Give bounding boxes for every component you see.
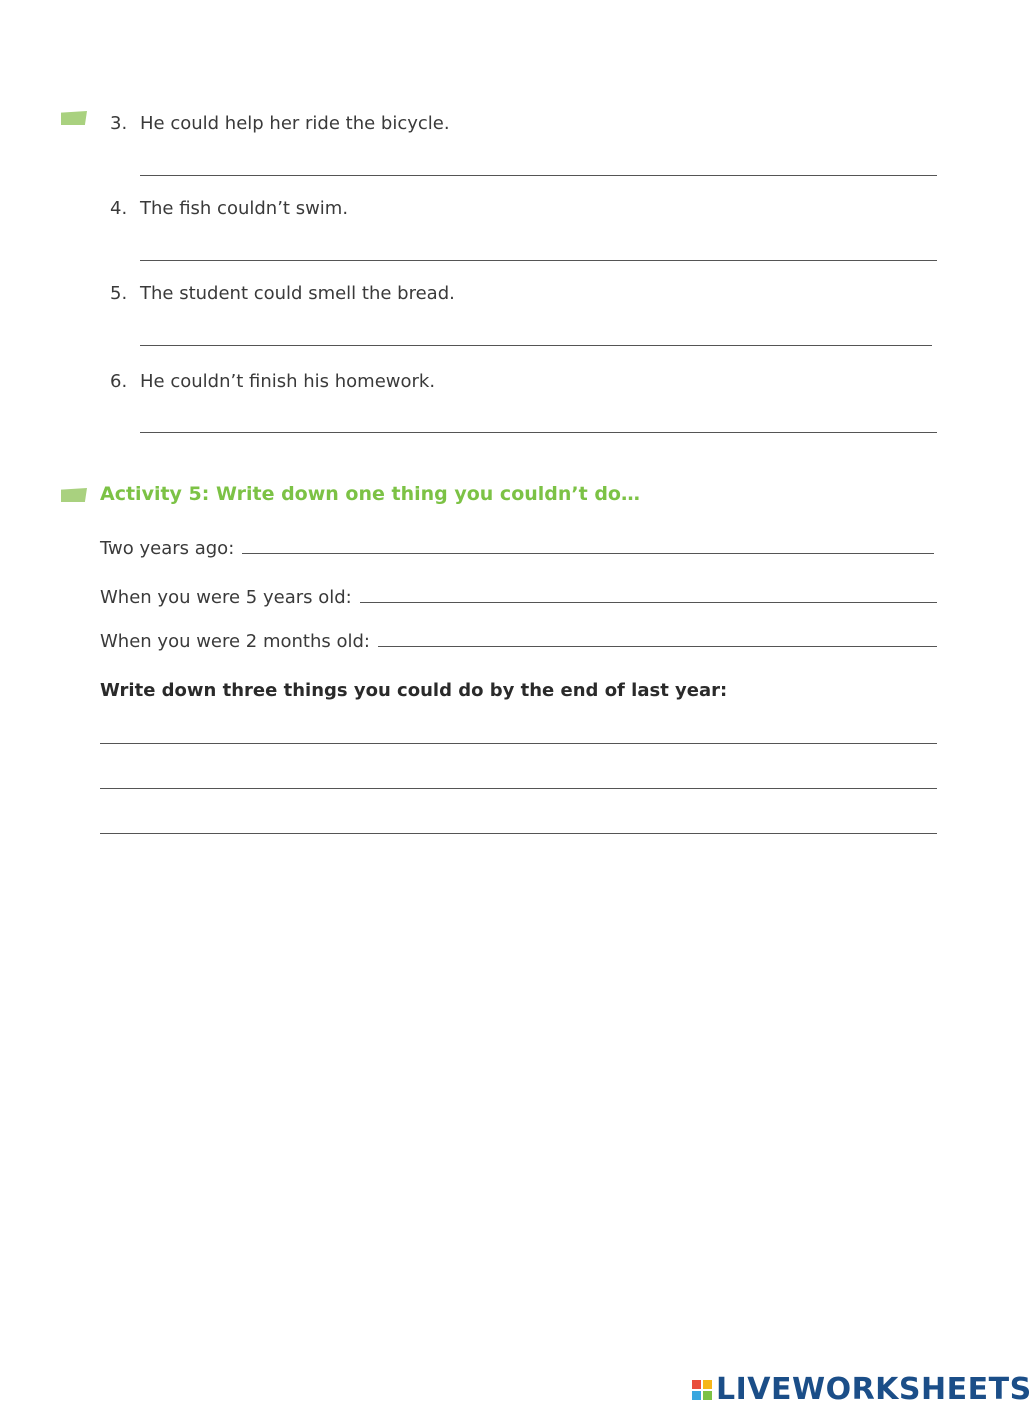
answer-line[interactable] — [140, 345, 932, 346]
question-number: 3. — [110, 113, 128, 134]
section-marker-icon — [61, 488, 87, 502]
answer-line[interactable] — [100, 788, 937, 789]
field-label: Two years ago: — [100, 538, 235, 559]
field-label: When you were 2 months old: — [100, 631, 370, 652]
question-text: He couldn’t finish his homework. — [140, 371, 436, 392]
question-text: The student could smell the bread. — [140, 283, 455, 304]
answer-line[interactable] — [140, 260, 937, 261]
answer-line[interactable] — [378, 646, 937, 647]
question-number: 5. — [110, 283, 128, 304]
answer-line[interactable] — [100, 743, 937, 744]
field-two-years-ago — [100, 538, 934, 559]
question-text: He could help her ride the bicycle. — [140, 113, 450, 134]
answer-line[interactable] — [140, 432, 937, 433]
activity-heading: Activity 5: Write down one thing you couldn’t do… — [100, 483, 640, 505]
three-things-prompt: Write down three things you could do by the end of last year: — [100, 680, 728, 701]
logo-grid-icon — [692, 1380, 712, 1400]
field-two-months-old — [100, 631, 937, 652]
answer-line[interactable] — [100, 833, 937, 834]
answer-line[interactable] — [140, 175, 937, 176]
answer-line[interactable] — [242, 553, 934, 554]
question-text: The fish couldn’t swim. — [140, 198, 349, 219]
logo-text: LIVEWORKSHEETS — [716, 1372, 1032, 1407]
answer-line[interactable] — [360, 602, 937, 603]
liveworksheets-logo — [692, 1372, 1032, 1407]
question-number: 4. — [110, 198, 128, 219]
field-label: When you were 5 years old: — [100, 587, 352, 608]
question-number: 6. — [110, 371, 128, 392]
field-five-years-old — [100, 587, 937, 608]
section-marker-icon — [61, 111, 87, 125]
